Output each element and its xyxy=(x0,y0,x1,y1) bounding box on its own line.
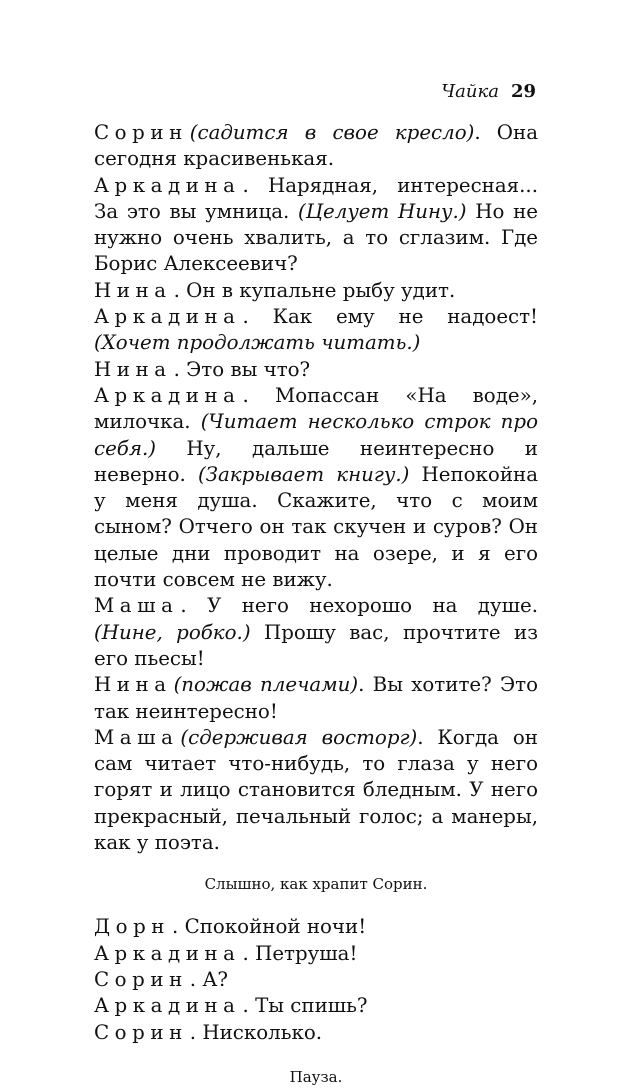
dialogue-line xyxy=(94,1020,538,1046)
speaker-name: Дорн xyxy=(94,915,171,939)
speaker-name: Маша xyxy=(94,725,179,749)
speech-text: . Ты спишь? xyxy=(242,994,368,1018)
stage-remark: (Нине, робко.) xyxy=(94,620,251,644)
stage-remark: (Закрывает книгу.) xyxy=(197,462,410,486)
dialogue-paragraph xyxy=(94,672,538,725)
speech-text: . А? xyxy=(189,967,228,991)
speaker-name: Аркадина xyxy=(94,941,241,965)
speech-text: Прошу вас, прочтите из его пьесы! xyxy=(94,620,538,670)
speaker-name: Аркадина xyxy=(94,994,241,1018)
stage-remark: (садится в свое кресло) xyxy=(189,121,475,144)
dialogue-line xyxy=(94,993,538,1019)
speaker-name: Аркадина xyxy=(94,305,241,329)
speaker-name: Маша xyxy=(94,594,179,618)
speech-text: . Нарядная, интересная... За это вы умница. xyxy=(94,173,538,223)
dialogue-paragraph xyxy=(94,725,538,856)
speech-text: . Нисколько. xyxy=(189,1020,323,1044)
speaker-name: Сорин xyxy=(94,967,188,991)
speech-text: . Мопассан «На воде», милочка. xyxy=(94,383,538,434)
speaker-name: Сорин xyxy=(94,1020,188,1044)
dialogue-paragraphs xyxy=(94,120,538,856)
speaker-name: Нина xyxy=(94,357,172,381)
dialogue-paragraph xyxy=(94,593,538,672)
stage-direction: Слышно, как храпит Сорин. xyxy=(204,875,428,894)
dialogue-paragraph xyxy=(94,173,538,278)
speech-text: Непокойна у меня душа. Скажите, что с моим сыном? Отчего он так скучен и суров? Он целые дни проводит на озере, и я его почти совсем не вижу. xyxy=(94,462,538,592)
dialogue-line xyxy=(94,941,538,967)
running-title: Чайка xyxy=(441,81,499,102)
speech-text: . Когда он сам читает что-нибудь, то глаза у него горят и лицо становится бледным. У него прекрасный, печальный голос; а манеры, как у поэта. xyxy=(94,725,538,855)
speech-text: Ну, дальше неинтересно и неверно. xyxy=(94,436,538,486)
speech-text: . Как ему не надоест! xyxy=(242,305,538,329)
dialogue-paragraph xyxy=(94,383,538,593)
dialogue-line xyxy=(94,967,538,993)
speaker-name: Нина xyxy=(94,278,172,302)
speaker-name: Нина xyxy=(94,673,172,697)
speaker-name: Сорин xyxy=(94,121,188,144)
speech-text: . Вы хотите? Это так неинтересно! xyxy=(94,673,538,723)
stage-remark: (пожав плечами) xyxy=(173,673,359,697)
stage-remark: (Читает несколько строк про себя.) xyxy=(94,410,538,460)
speech-text: . Она сегодня красивенькая. xyxy=(94,121,538,171)
speaker-name: Аркадина xyxy=(94,173,241,197)
running-header xyxy=(441,80,536,104)
speech-text: Но не нужно очень хвалить, а то сглазим. Где Борис Алексеевич? xyxy=(94,199,538,276)
speech-text: . Спокойной ночи! xyxy=(172,915,367,939)
dialogue-short-lines xyxy=(94,914,538,1045)
speech-text: . Он в купальне рыбу удит. xyxy=(173,278,456,302)
dialogue-paragraph xyxy=(94,278,538,304)
dialogue-paragraph xyxy=(94,357,538,383)
play-text xyxy=(94,120,538,1088)
dialogue-paragraph xyxy=(94,304,538,357)
page-number: 29 xyxy=(510,81,536,102)
stage-remark: (Целует Нину.) xyxy=(298,199,467,223)
stage-remark: (сдерживая восторг) xyxy=(180,725,418,749)
speech-text: . Это вы что? xyxy=(173,357,311,381)
dialogue-line xyxy=(94,914,538,940)
dialogue-paragraph xyxy=(94,120,538,173)
speech-text: . У него нехорошо на душе. xyxy=(180,594,538,618)
stage-direction-pause: Пауза. xyxy=(289,1067,343,1086)
speaker-name: Аркадина xyxy=(94,383,241,407)
speech-text: . Петруша! xyxy=(242,941,358,965)
stage-remark: (Хочет продолжать читать.) xyxy=(94,331,421,355)
